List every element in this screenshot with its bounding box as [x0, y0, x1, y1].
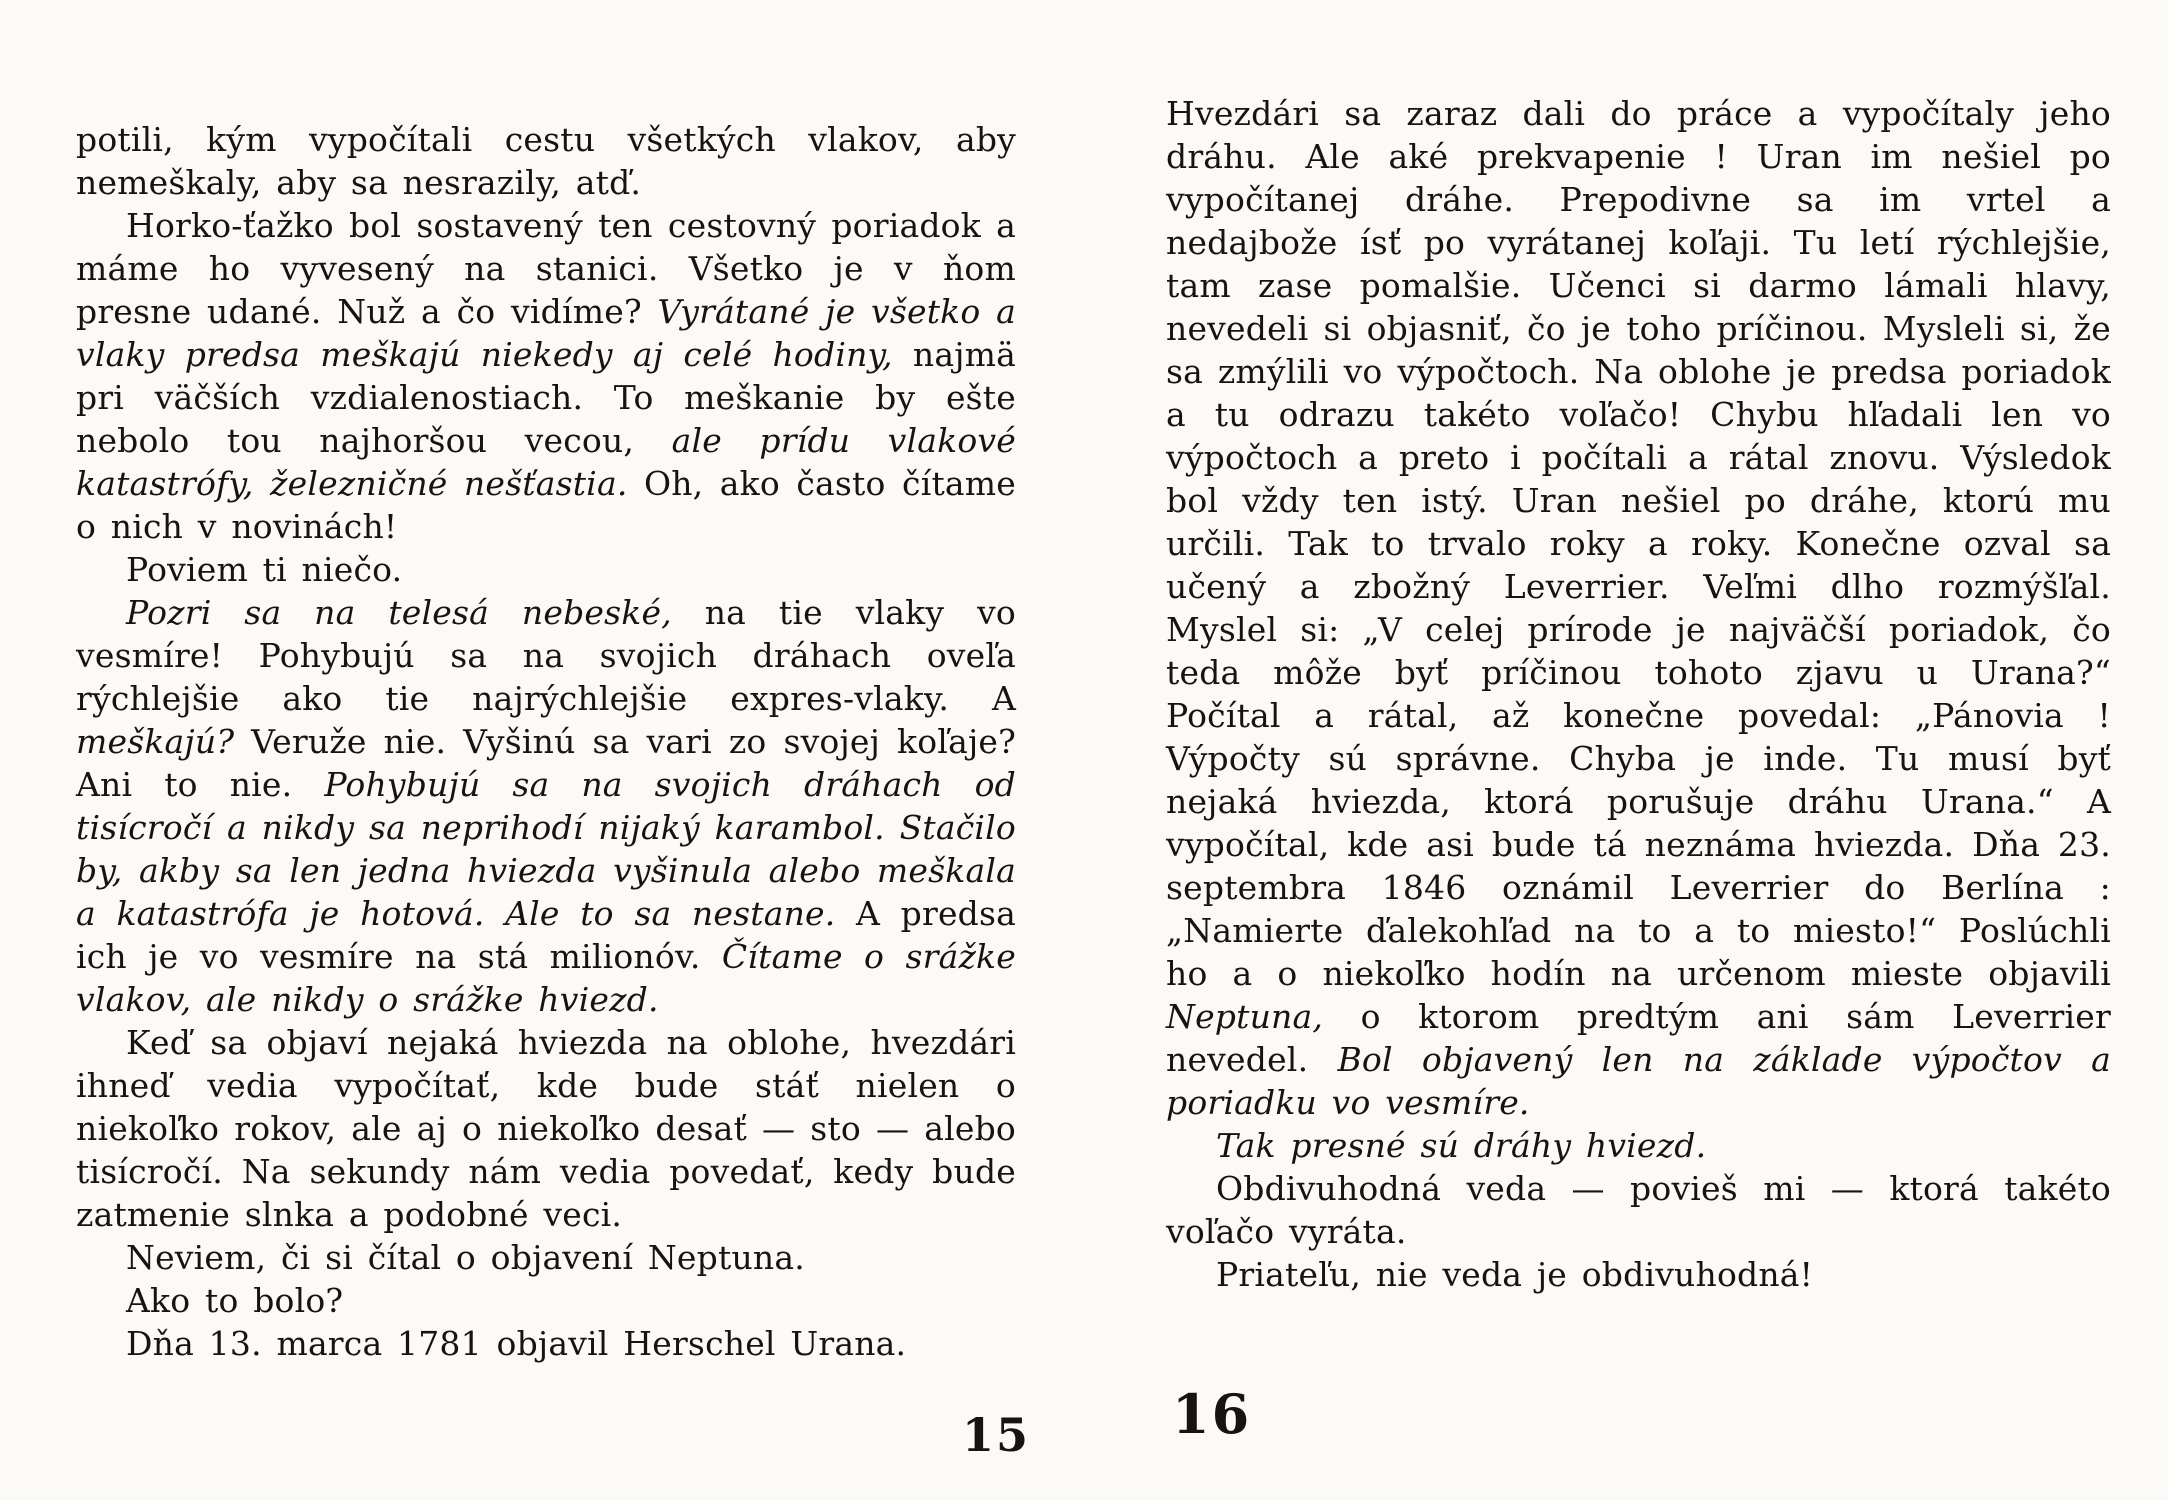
text-segment: A predsa ich je vo vesmíre na stá milionóv. [76, 894, 1017, 976]
paragraph [76, 118, 1016, 204]
text-segment: Vyrátané je všetko a vlaky predsa meškajú niekedy aj celé hodiny, [76, 292, 1016, 374]
text-segment: Veruže nie. Vyšinú sa vari zo svojej koľaje? Ani to nie. [76, 722, 1016, 804]
text-segment: Keď sa objaví nejaká hviezda na oblohe, hvezdári ihneď vedia vypočítať, kde bude stáť nielen o niekoľko rokov, ale aj o niekoľko desať — sto — alebo tisícročí. Na sekundy nám vedia povedať, kedy bude zatmenie slnka a podobné veci. [76, 1023, 1016, 1234]
text-segment: najmä pri väčších vzdialenostiach. To meškanie by ešte nebolo tou najhoršou vecou, [76, 335, 1016, 460]
paragraph [76, 1322, 1016, 1365]
paragraph [76, 1236, 1016, 1279]
paragraph [76, 1279, 1016, 1322]
text-segment: o ktorom predtým ani sám Leverrier nevedel. [1166, 997, 2111, 1079]
paragraph [1166, 1253, 2111, 1296]
text-segment: Ako to bolo? [126, 1281, 344, 1320]
text-segment: Horko-ťažko bol sostavený ten cestovný poriadok a máme ho vyvesený na stanici. Všetko je v ňom presne udané. Nuž a čo vidíme? [76, 206, 1016, 331]
text-segment: meškajú? [76, 722, 235, 761]
paragraph [1166, 1124, 2111, 1167]
text-segment: Dňa 13. marca 1781 objavil Herschel Urana. [126, 1324, 907, 1363]
text-segment: potili, kým vypočítali cestu všetkých vlakov, aby nemeškaly, aby sa nesrazily, atď. [76, 120, 1016, 202]
paragraph [76, 591, 1016, 1021]
paragraph [76, 548, 1016, 591]
text-segment: Obdivuhodná veda — povieš mi — ktorá takéto voľačo vyráta. [1166, 1169, 2111, 1251]
text-segment: Pozri sa na telesá nebeské, [126, 593, 672, 632]
book-page-right [1166, 92, 2111, 1296]
text-segment: Neviem, či si čítal o objavení Neptuna. [126, 1238, 805, 1277]
text-segment: Čítame o srážke vlakov, ale nikdy o srážke hviezd. [76, 937, 1016, 1019]
text-segment: Hvezdári sa zaraz dali do práce a vypočítaly jeho dráhu. Ale aké prekvapenie ! Uran im nešiel po vypočítanej dráhe. Prepodivne sa im vrtel a nedajbože ísť po vyrátanej koľaji. Tu letí rýchlejšie, tam zase pomalšie. Učenci si darmo lámali hlavy, nevedeli si objasniť, čo je toho príčinou. Mysleli si, že sa zmýlili vo výpočtoch. Na oblohe je predsa poriadok a tu odrazu takéto voľačo! Chybu hľadali len vo výpočtoch a preto i počítali a rátal znovu. Výsledok bol vždy ten istý. Uran nešiel po dráhe, ktorú mu určili. Tak to trvalo roky a roky. Konečne ozval sa učený a zbožný Leverrier. Veľmi dlho rozmýšľal. Myslel si: „V celej prírode je najväčší poriadok, čo teda môže byť príčinou tohoto zjavu u Urana?“ Počítal a rátal, až konečne povedal: „Pánovia ! Výpočty sú správne. Chyba je inde. Tu musí byť nejaká hviezda, ktorá porušuje dráhu Urana.“ A vypočítal, kde asi bude tá neznáma hviezda. Dňa 23. septembra 1846 oznámil Leverrier do Berlína : „Namierte ďalekohľad na to a to miesto!“ Poslúchli ho a o niekoľko hodín na určenom mieste objavili [1166, 94, 2111, 993]
book-page-left [76, 118, 1016, 1365]
text-segment: ale prídu vlakové katastrófy, železničné nešťastia. [76, 421, 1016, 503]
paragraph [1166, 92, 2111, 1124]
text-segment: Tak presné sú dráhy hviezd. [1216, 1126, 1707, 1165]
paragraph [1166, 1167, 2111, 1253]
text-segment: Poviem ti niečo. [126, 550, 403, 589]
page-number-left: 15 [962, 1408, 1031, 1462]
text-segment: na tie vlaky vo vesmíre! Pohybujú sa na svojich dráhach oveľa rýchlejšie ako tie najrýchlejšie expres-vlaky. A [76, 593, 1016, 718]
page-number-right: 16 [1172, 1382, 1252, 1446]
text-segment: Pohybujú sa na svojich dráhach od tisícročí a nikdy sa neprihodí nijaký karambol. Stačilo by, akby sa len jedna hviezda vyšinula alebo meškala a katastrófa je hotová. Ale to sa nestane. [76, 765, 1016, 933]
text-segment: Neptuna, [1166, 997, 1324, 1036]
paragraph [76, 204, 1016, 548]
paragraph [76, 1021, 1016, 1236]
text-segment: Oh, ako často čítame o nich v novinách! [76, 464, 1017, 546]
text-segment: Priateľu, nie veda je obdivuhodná! [1216, 1255, 1814, 1294]
text-segment: Bol objavený len na základe výpočtov a poriadku vo vesmíre. [1166, 1040, 2111, 1122]
